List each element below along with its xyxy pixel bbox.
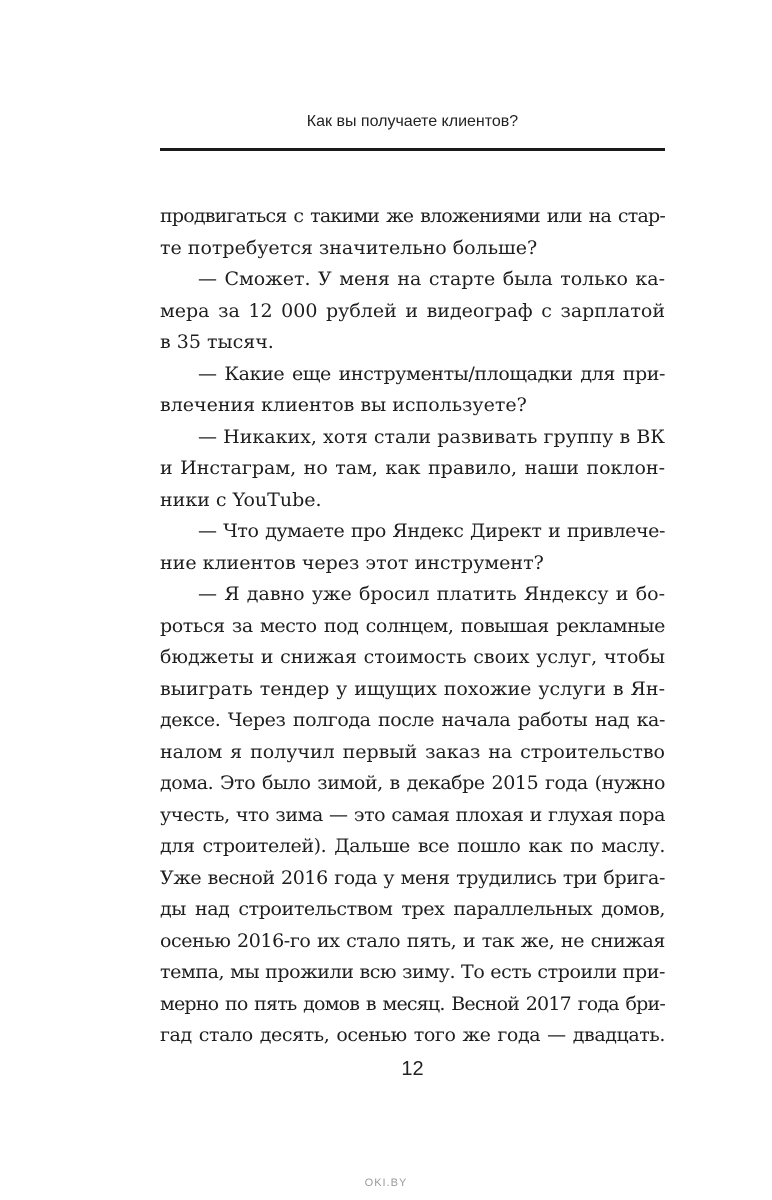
text-line: — Я давно уже бросил платить Яндексу и бо- (198, 583, 665, 605)
text-line: — Никаких, хотя стали развивать группу в ВК (198, 425, 665, 448)
text-line: мерно по пять домов в месяц. Весной 2017 года бри- (160, 992, 665, 1015)
text-line: для строителей). Дальше все пошло как по маслу. (160, 835, 665, 857)
text-line: Уже весной 2016 года у меня трудились три брига- (160, 866, 665, 889)
text-line: — Что думаете про Яндекс Директ и привлече- (198, 520, 665, 542)
text-line: и Инстаграм, но там, как правило, наши поклон- (160, 457, 665, 479)
text-line: в 35 тысяч. (160, 331, 274, 353)
text-line: ники с YouTube. (160, 488, 322, 511)
text-line: мера за 12 000 рублей и видеограф с зарплатой (160, 299, 665, 322)
text-line: дексе. Через полгода после начала работы над ка- (160, 709, 665, 731)
text-line: бюджеты и снижая стоимость своих услуг, чтобы (160, 646, 665, 668)
header-rule (160, 148, 665, 151)
text-line: те потребуется значительно больше? (160, 236, 538, 259)
text-line: налом я получил первый заказ на строительство (160, 740, 665, 763)
text-line: гад стало десять, осенью того же года — двадцать. (160, 1024, 665, 1046)
text-line: ды над строительством трех параллельных домов, (160, 898, 665, 920)
text-line: выиграть тендер у ищущих похожие услуги в Ян- (160, 677, 665, 700)
text-line: — Какие еще инструменты/площадки для при- (198, 362, 665, 385)
text-line: — Сможет. У меня на старте была только ка- (198, 268, 665, 290)
text-line: осенью 2016-го их стало пять, и так же, не снижая (160, 929, 665, 952)
watermark: OKI.BY (364, 1177, 408, 1189)
page-number: 12 (401, 1058, 424, 1080)
running-head-title: Как вы получаете клиентов? (306, 113, 519, 130)
text-line: учесть, что зима — это самая плохая и глухая пора (160, 803, 665, 826)
text-line: ние клиентов через этот инструмент? (160, 551, 544, 574)
text-line: влечения клиентов вы используете? (160, 394, 527, 416)
text-line: дома. Это было зимой, в декабре 2015 года (нужно (160, 772, 665, 794)
body-text (160, 201, 665, 1052)
text-line: роться за место под солнцем, повышая рекламные (160, 614, 665, 637)
text-line: темпа, мы прожили всю зиму. То есть строили при- (160, 961, 665, 983)
text-line: продвигаться с такими же вложениями или на стар- (160, 205, 665, 227)
